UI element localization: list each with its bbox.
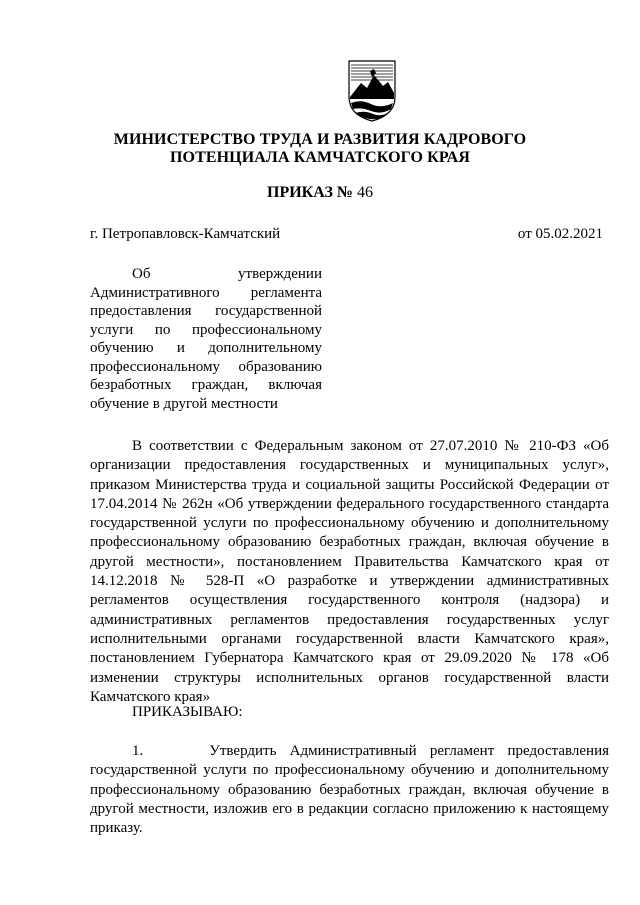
order-subject-text: Об утверждении Административного регламента предоставления государственной услуги по профессиональному обучению и дополнительному профессиональному образованию безработных граждан, включая обучение в другой местности [90,266,322,412]
order-number: 46 [352,184,373,201]
ministry-name-line1: МИНИСТЕРСТВО ТРУДА И РАЗВИТИЯ КАДРОВОГО [113,131,527,148]
order-date: от 05.02.2021 [517,226,603,242]
kamchatka-coat-of-arms-icon [343,57,401,123]
preamble-paragraph [90,437,609,707]
place-of-issue: г. Петропавловск-Камчатский [90,226,281,242]
order-item-1 [90,742,609,838]
order-label: ПРИКАЗ № [267,184,353,201]
order-word-paragraph [90,703,609,722]
order-heading [0,184,640,202]
order-word: ПРИКАЗЫВАЮ: [132,704,243,720]
ministry-name-line2: ПОТЕНЦИАЛА КАМЧАТСКОГО КРАЯ [170,149,470,166]
order-item-1-text: 1. Утвердить Административный регламент предоставления государственной услуги по профессиональному обучению и дополнительному профессиональному образованию безработных граждан, включая обучение в другой местности, изложив его в редакции согласно приложению к настоящему приказу. [90,743,609,837]
preamble-text: В соответствии с Федеральным законом от 27.07.2010 № 210-ФЗ «Об организации предоставления государственных и муниципальных услуг», приказом Министерства труда и социальной защиты Российской Федерации от 17.04.2014 № 262н «Об утверждении федерального государственного стандарта государственной услуги по профессиональному обучению и дополнительному профессиональному образованию безработных граждан, включая обучение в другой местности», постановлением Правительства Камчатского края от 14.12.2018 № 528-П «О разработке и утверждении административных регламентов осуществления государственного контроля (надзора) и административных регламентов предоставления государственных услуг исполнительными органами государственной власти Камчатского края», постановлением Губернатора Камчатского края от 29.09.2020 № 178 «Об изменении структуры исполнительных органов государственной власти Камчатского края» [90,438,609,705]
order-subject [90,265,322,413]
